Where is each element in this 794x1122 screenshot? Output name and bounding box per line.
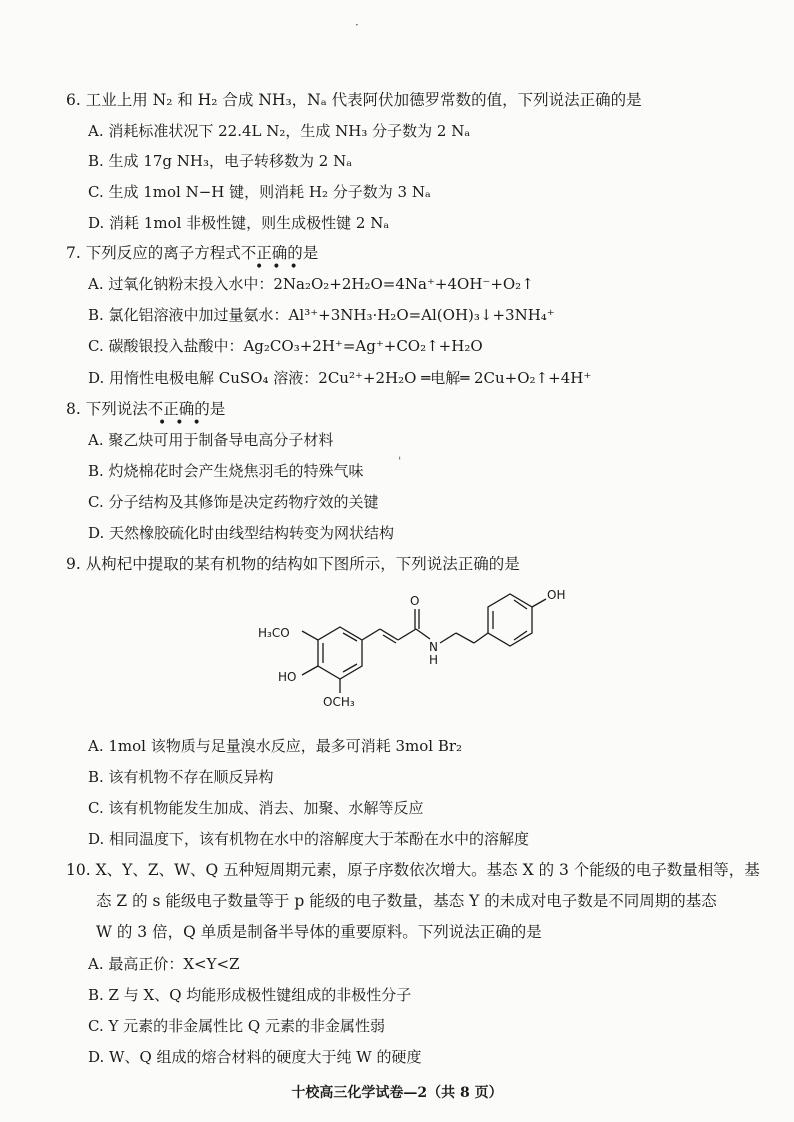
molecule-structure-diagram — [240, 585, 580, 713]
question-8-option-a: A. 聚乙炔可用于制备导电高分子材料 — [88, 431, 334, 449]
label-oh: OH — [547, 588, 566, 602]
question-10-stem-line-3: W 的 3 倍，Q 单质是制备半导体的重要原料。下列说法正确的是 — [96, 923, 542, 941]
right-benzene-ring — [488, 594, 532, 646]
label-carbonyl-o: O — [410, 594, 420, 608]
question-6-option-a: A. 消耗标准状况下 22.4L N₂，生成 NH₃ 分子数为 2 Nₐ — [88, 122, 471, 140]
question-10-option-a: A. 最高正价：X<Y<Z — [88, 955, 240, 973]
emphasis-dots: ••• — [255, 259, 307, 275]
question-9-option-c: C. 该有机物能发生加成、消去、加聚、水解等反应 — [88, 799, 424, 817]
question-10-option-d: D. W、Q 组成的熔合材料的硬度大于纯 W 的硬度 — [88, 1048, 422, 1066]
question-9-option-d: D. 相同温度下，该有机物在水中的溶解度大于苯酚在水中的溶解度 — [88, 830, 530, 848]
question-6-option-c: C. 生成 1mol N−H 键，则消耗 H₂ 分子数为 3 Nₐ — [88, 183, 431, 201]
question-9-stem: 9. 从枸杞中提取的某有机物的结构如下图所示，下列说法正确的是 — [66, 555, 520, 573]
question-9-option-b: B. 该有机物不存在顺反异构 — [88, 768, 274, 786]
question-10-stem-line-2: 态 Z 的 s 能级电子数量等于 p 能级的电子数量，基态 Y 的未成对电子数是不同周期的基态 — [96, 892, 717, 910]
page-footer: 十校高三化学试卷—2（共 8 页） — [291, 1085, 503, 1101]
question-8-stem: 8. 下列说法不正确的是 — [66, 400, 226, 418]
label-h: H — [429, 653, 439, 667]
question-9-option-a: A. 1mol 该物质与足量溴水反应，最多可消耗 3mol Br₂ — [88, 737, 463, 755]
question-8-option-d: D. 天然橡胶硫化时由线型结构转变为网状结构 — [88, 524, 395, 542]
question-8-option-c: C. 分子结构及其修饰是决定药物疗效的关键 — [88, 493, 379, 511]
scan-speck: ˈ — [398, 455, 402, 469]
question-6-stem: 6. 工业上用 N₂ 和 H₂ 合成 NH₃，Nₐ 代表阿伏加德罗常数的值，下列说法正确的是 — [66, 91, 642, 109]
emphasis-dots: ••• — [158, 415, 210, 431]
question-7-option-a: A. 过氧化钠粉末投入水中：2Na₂O₂+2H₂O=4Na⁺+4OH⁻+O₂↑ — [88, 275, 534, 293]
left-benzene-ring — [318, 627, 362, 679]
question-7-option-b: B. 氯化铝溶液中加过量氨水：Al³⁺+3NH₃·H₂O=Al(OH)₃↓+3NH₄⁺ — [88, 306, 555, 324]
label-n: N — [429, 640, 438, 654]
label-och3: OCH₃ — [323, 695, 355, 709]
label-h3co: H₃CO — [258, 626, 290, 640]
question-10-stem: 10. X、Y、Z、W、Q 五种短周期元素，原子序数依次增大。基态 X 的 3 个能级的电子数量相等，基 — [66, 861, 760, 879]
scan-speck: · — [355, 18, 359, 32]
label-ho: HO — [278, 670, 297, 684]
question-7-option-d: D. 用惰性电极电解 CuSO₄ 溶液：2Cu²⁺+2H₂O ═电解═ 2Cu+O₂↑+4H⁺ — [88, 369, 592, 387]
question-10-option-c: C. Y 元素的非金属性比 Q 元素的非金属性弱 — [88, 1017, 385, 1035]
question-6-option-b: B. 生成 17g NH₃，电子转移数为 2 Nₐ — [88, 152, 352, 170]
question-10-option-b: B. Z 与 X、Q 均能形成极性键组成的非极性分子 — [88, 986, 412, 1004]
question-6-option-d: D. 消耗 1mol 非极性键，则生成极性键 2 Nₐ — [88, 214, 390, 232]
question-8-option-b: B. 灼烧棉花时会产生烧焦羽毛的特殊气味 — [88, 462, 364, 480]
question-7-option-c: C. 碳酸银投入盐酸中：Ag₂CO₃+2H⁺=Ag⁺+CO₂↑+H₂O — [88, 337, 483, 355]
question-7-stem: 7. 下列反应的离子方程式不正确的是 — [66, 244, 319, 262]
